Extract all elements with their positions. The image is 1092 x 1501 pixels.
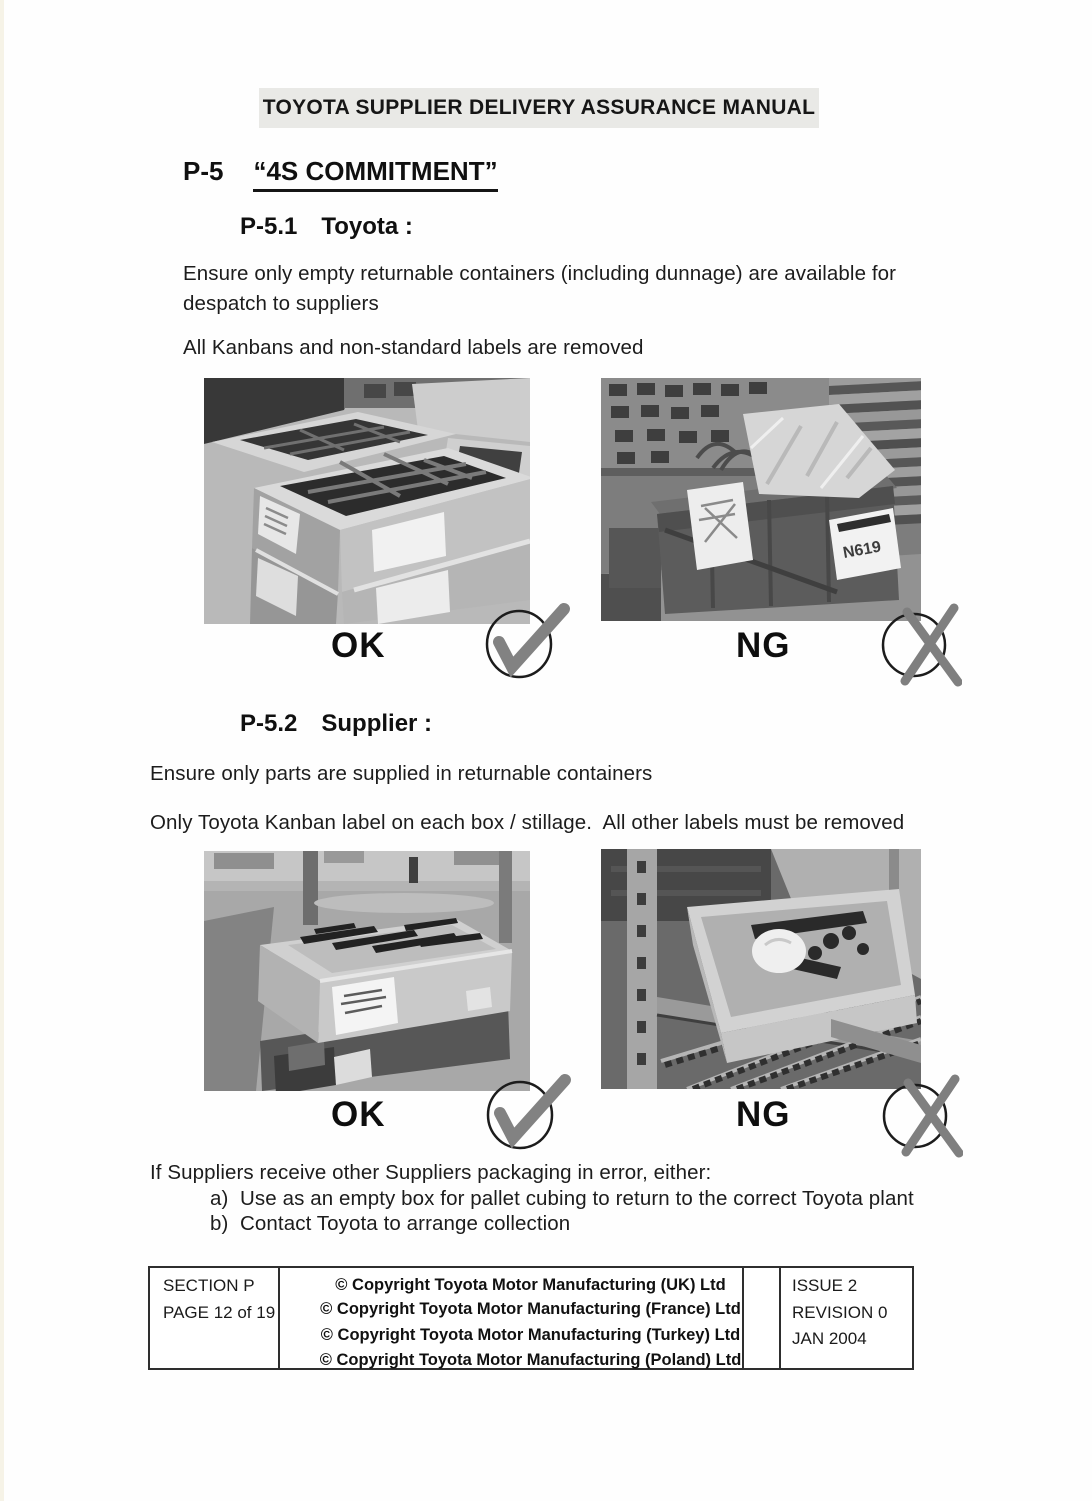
paragraph: All Kanbans and non-standard labels are removed [183,336,644,359]
photo-p52-ok [204,851,530,1091]
scan-edge-artifact [0,0,4,1501]
copyright-line: © Copyright Toyota Motor Manufacturing (UK) Ltd [335,1276,726,1294]
copyright-line: © Copyright Toyota Motor Manufacturing (Turkey) Ltd [320,1326,741,1344]
subsection-number: P-5.2 [240,710,298,737]
subsection-title: Supplier : [321,710,433,737]
section-title: “4S COMMITMENT” [253,156,497,192]
subsection-title: Toyota : [321,213,413,240]
footer-page: PAGE 12 of 19 [163,1303,276,1322]
ng-caption: NG [736,626,791,665]
check-icon [482,1071,572,1156]
section-number: P-5 [183,156,224,186]
check-icon [481,600,571,685]
x-icon [877,597,962,687]
photo-label-text: N619 [841,538,883,562]
manual-header: TOYOTA SUPPLIER DELIVERY ASSURANCE MANUAL [259,88,819,128]
section-heading-p5 [183,156,498,192]
footer-section: SECTION P [163,1276,255,1295]
option-b: b) Contact Toyota to arrange collection [210,1212,571,1235]
paragraph: Ensure only empty returnable containers (including dunnage) are available for despatch to suppliers [183,262,902,315]
x-icon [878,1068,963,1158]
photo-p51-ok [204,378,530,624]
ok-caption: OK [331,626,386,665]
subsection-heading-p52 [240,710,432,738]
footer-date: JAN 2004 [792,1329,867,1348]
subsection-number: P-5.1 [240,213,298,240]
copyright-line: © Copyright Toyota Motor Manufacturing (France) Ltd [320,1300,741,1318]
footer-issue: ISSUE 2 [792,1276,858,1295]
ng-caption: NG [736,1095,791,1134]
footer-revision: REVISION 0 [792,1303,888,1322]
photo-p51-ng [601,378,921,621]
footer-table [148,1266,914,1370]
note-paragraph: If Suppliers receive other Suppliers packaging in error, either: [150,1161,712,1184]
paragraph: Ensure only parts are supplied in returnable containers [150,762,653,785]
option-a: a) Use as an empty box for pallet cubing to return to the correct Toyota plant [210,1187,914,1210]
ok-caption: OK [331,1095,386,1134]
photo-p52-ng [601,849,921,1089]
subsection-heading-p51 [240,213,413,241]
paragraph: Only Toyota Kanban label on each box / stillage. All other labels must be removed [150,811,905,834]
copyright-line: © Copyright Toyota Motor Manufacturing (Poland) Ltd [319,1351,742,1369]
